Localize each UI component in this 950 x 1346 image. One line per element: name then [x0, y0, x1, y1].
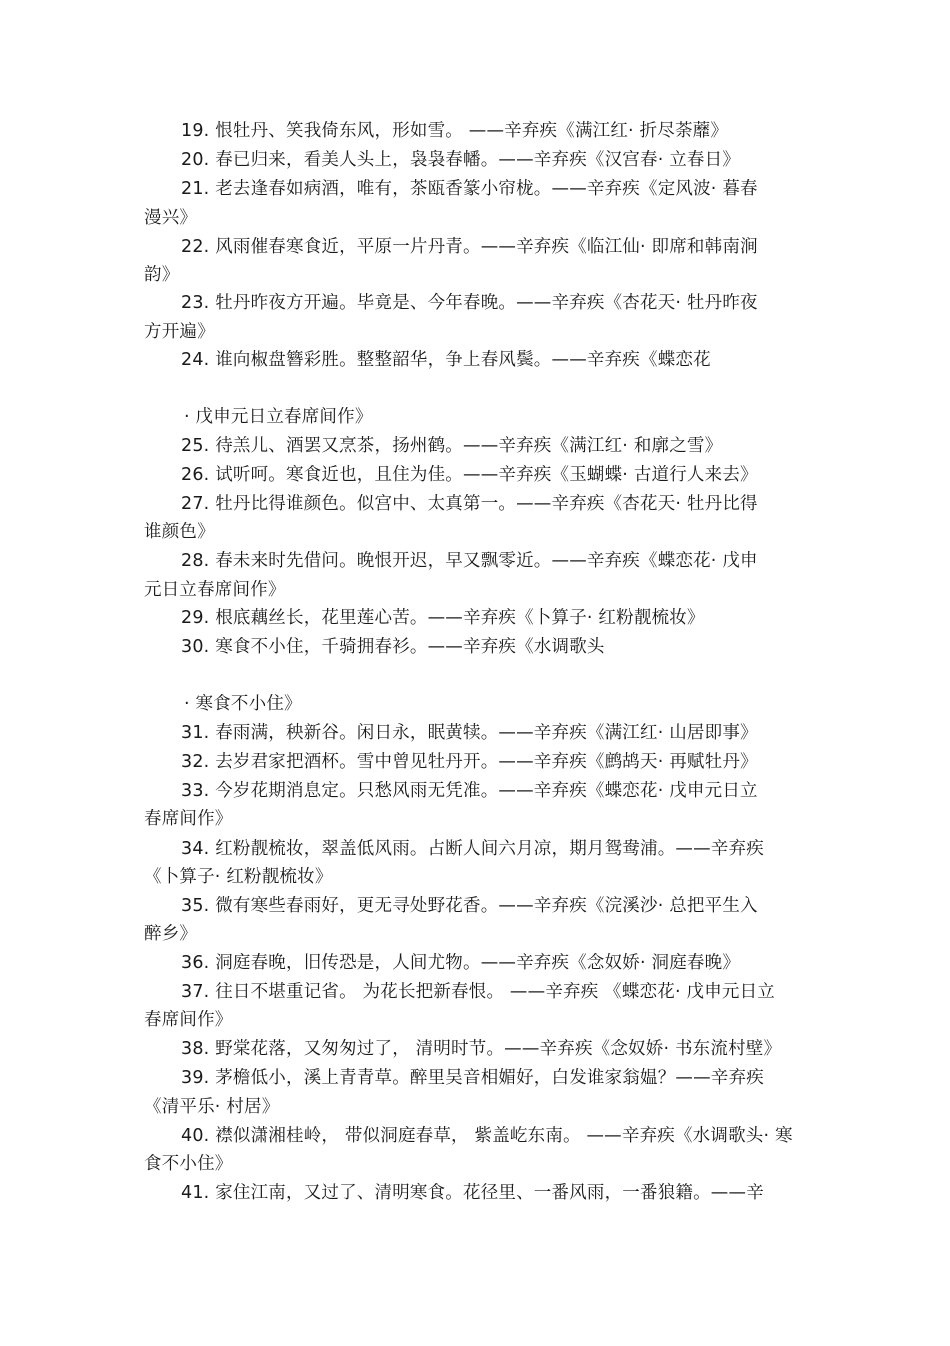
text-line: 34. 红粉靓梳妆，翠盖低风雨。占断人间六月凉，期月鸳鸯浦。——辛弃疾: [181, 839, 764, 859]
text-line: 39. 茅檐低小，溪上青青草。醉里吴音相媚好，白发谁家翁媪？——辛弃疾: [181, 1068, 764, 1088]
text-line: 食不小住》: [144, 1154, 233, 1174]
text-line: 29. 根底藕丝长，花里莲心苦。——辛弃疾《卜算子· 红粉靓梳妆》: [181, 608, 705, 628]
text-line: 24. 谁向椒盘簪彩胜。整整韶华，争上春风鬓。——辛弃疾《蝶恋花: [181, 350, 711, 370]
text-line: 醉乡》: [144, 924, 198, 944]
text-line: 32. 去岁君家把酒杯。雪中曾见牡丹开。——辛弃疾《鹧鸪天· 再赋牡丹》: [181, 752, 758, 772]
text-line: 26. 试听呵。寒食近也，且住为佳。——辛弃疾《玉蝴蝶· 古道行人来去》: [181, 465, 758, 485]
text-line: 春席间作》: [144, 809, 233, 829]
text-line: 27. 牡丹比得谁颜色。似宫中、太真第一。——辛弃疾《杏花天· 牡丹比得: [181, 494, 758, 514]
text-line: 40. 襟似潇湘桂岭， 带似洞庭春草， 紫盖屹东南。 ——辛弃疾《水调歌头· 寒: [181, 1126, 793, 1146]
text-line: 方开遍》: [144, 322, 215, 342]
text-line: 21. 老去逢春如病酒，唯有，茶瓯香篆小帘栊。——辛弃疾《定风波· 暮春: [181, 179, 758, 199]
text-line: 35. 微有寒些春雨好，更无寻处野花香。——辛弃疾《浣溪沙· 总把平生入: [181, 896, 758, 916]
text-line: · 戊申元日立春席间作》: [184, 407, 373, 427]
text-line: 谁颜色》: [144, 522, 215, 542]
text-line: 36. 洞庭春晚，旧传恐是，人间尤物。——辛弃疾《念奴娇· 洞庭春晚》: [181, 953, 741, 973]
text-line: 22. 风雨催春寒食近，平原一片丹青。——辛弃疾《临江仙· 即席和韩南涧: [181, 237, 758, 257]
text-line: 《卜算子· 红粉靓梳妆》: [144, 867, 333, 887]
text-line: 20. 春已归来，看美人头上，袅袅春幡。——辛弃疾《汉宫春· 立春日》: [181, 150, 741, 170]
text-line: 28. 春未来时先借问。晚恨开迟，早又飘零近。——辛弃疾《蝶恋花· 戊申: [181, 551, 758, 571]
text-line: 33. 今岁花期消息定。只愁风雨无凭准。——辛弃疾《蝶恋花· 戊申元日立: [181, 781, 758, 801]
text-line: 元日立春席间作》: [144, 580, 286, 600]
text-line: 41. 家住江南，又过了、清明寒食。花径里、一番风雨，一番狼籍。——辛: [181, 1183, 764, 1203]
text-line: 韵》: [144, 265, 180, 285]
text-line: · 寒食不小住》: [184, 694, 302, 714]
text-line: 春席间作》: [144, 1010, 233, 1030]
text-line: 23. 牡丹昨夜方开遍。毕竟是、今年春晚。——辛弃疾《杏花天· 牡丹昨夜: [181, 293, 758, 313]
text-line: 25. 待羔儿、酒罢又烹茶，扬州鹤。——辛弃疾《满江红· 和廓之雪》: [181, 436, 723, 456]
text-line: 漫兴》: [144, 208, 198, 228]
text-line: 19. 恨牡丹、笑我倚东风，形如雪。 ——辛弃疾《满江红· 折尽荼蘼》: [181, 121, 729, 141]
text-line: 31. 春雨满，秧新谷。闲日永，眠黄犊。——辛弃疾《满江红· 山居即事》: [181, 723, 758, 743]
text-line: 《清平乐· 村居》: [144, 1097, 280, 1117]
text-line: 30. 寒食不小住，千骑拥春衫。——辛弃疾《水调歌头: [181, 637, 605, 657]
text-line: 38. 野棠花落，又匆匆过了， 清明时节。——辛弃疾《念奴娇· 书东流村壁》: [181, 1039, 782, 1059]
text-line: 37. 往日不堪重记省。 为花长把新春恨。 ——辛弃疾 《蝶恋花· 戊申元日立: [181, 982, 776, 1002]
